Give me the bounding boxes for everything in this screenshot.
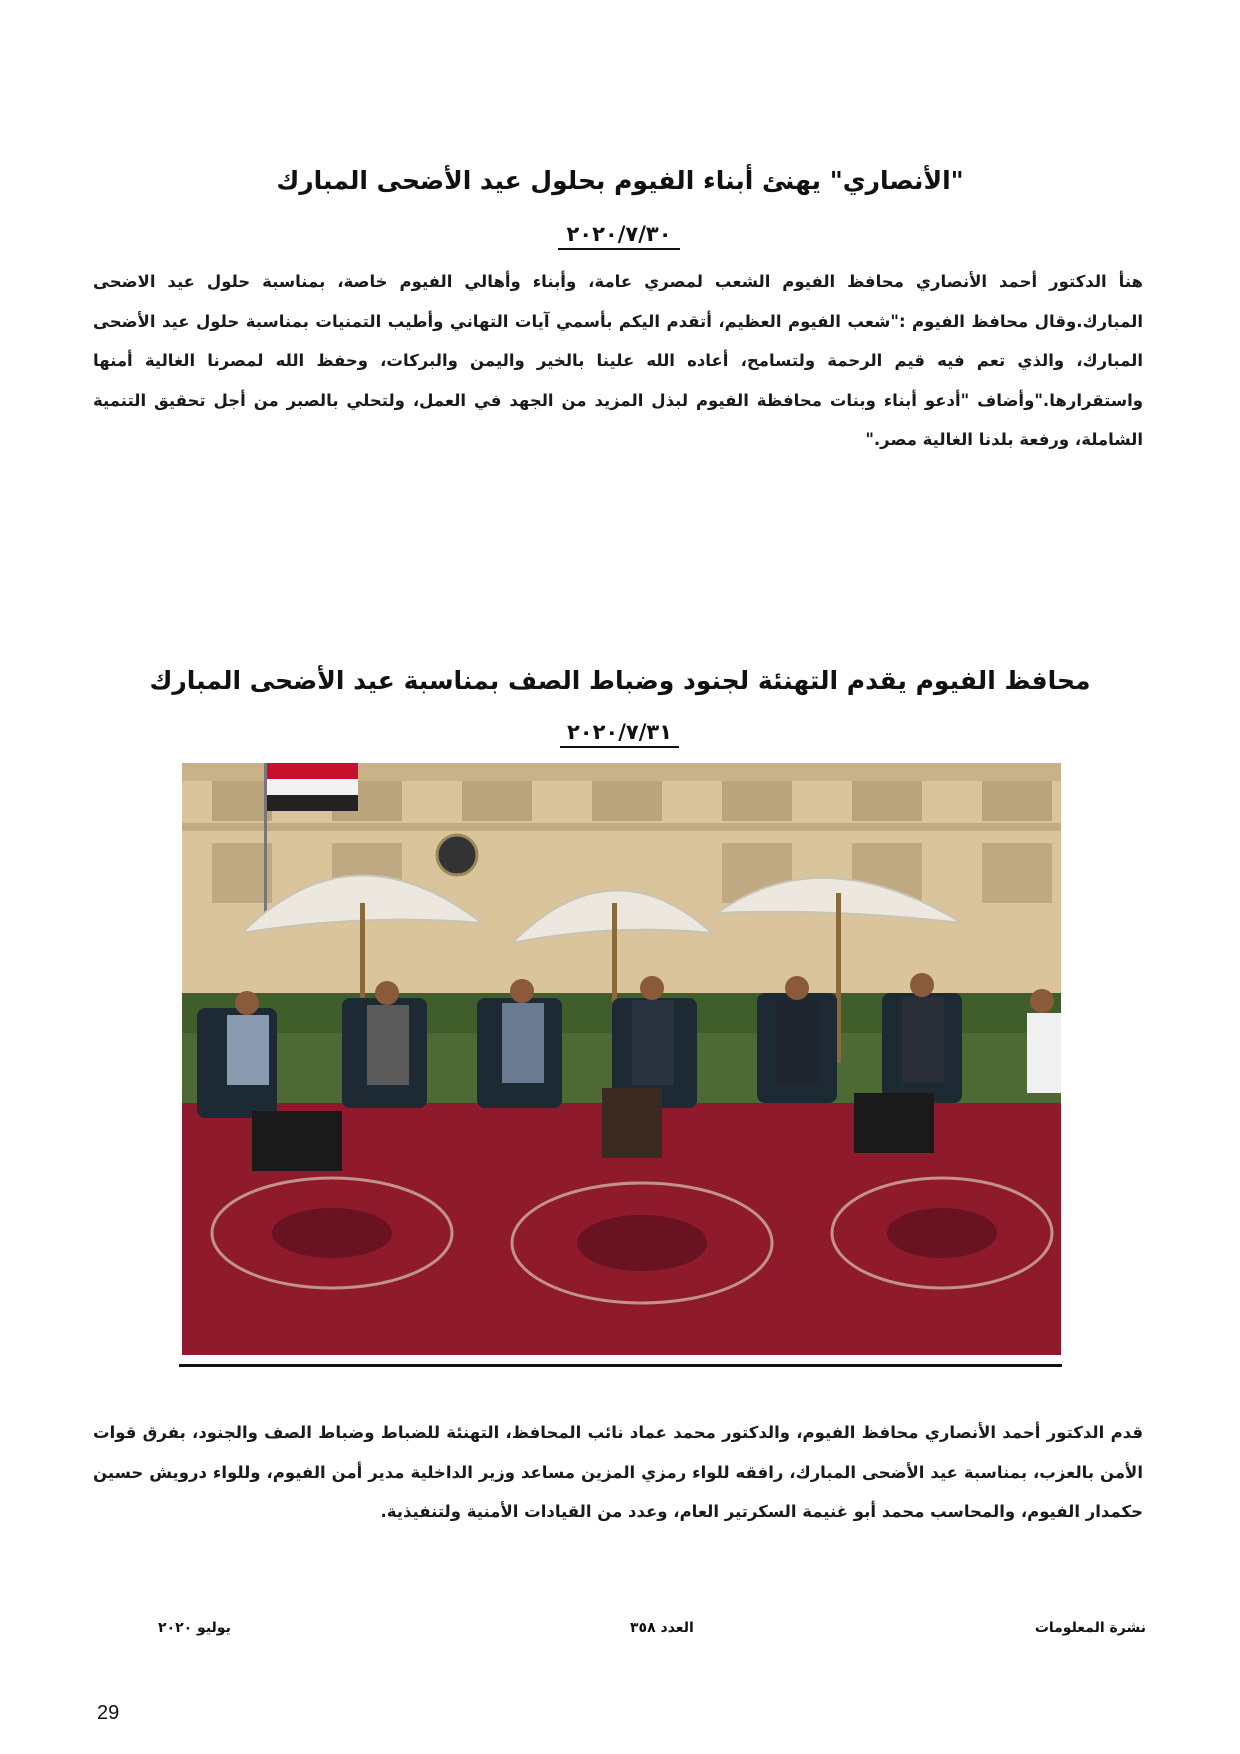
article1-body: هنأ الدكتور أحمد الأنصاري محافظ الفيوم الشعب لمصري عامة، وأبناء وأهالي الفيوم خاصة، بمناسبة حلول عيد الاضحى المبارك.وقال محافظ الفيوم :"شعب الفيوم العظيم، أتقدم اليكم بأسمي آيات التهاني وأطيب التمنيات بمناسبة حلول عيد الأضحى المبارك، والذي تعم فيه قيم الرحمة ولتسامح، أعاده الله علينا بالخير واليمن والبركات، وحفظ الله لمصرنا الغالية أمنها واستقرارها."وأضاف "أدعو أبناء وبنات محافظة الفيوم لبذل المزيد من الجهد في العمل، ولتحلي بالصبر من أجل تحقيق التنمية الشاملة، ورفعة بلدنا الغالية مصر.": [93, 272, 1143, 449]
article1-date: ٢٠٢٠/٧/٣٠: [558, 222, 680, 250]
footer-month: يوليو ٢٠٢٠: [158, 1620, 231, 1636]
article2-body: قدم الدكتور أحمد الأنصاري محافظ الفيوم، والدكتور محمد عماد نائب المحافظ، التهنئة للضباط وضباط الصف والجنود، بفرق قوات الأمن بالعزب، بمناسبة عيد الأضحى المبارك، رافقه للواء رمزي المزين مساعد وزير الداخلية مدير أمن الفيوم، وللواء درويش حسين حكمدار الفيوم، والمحاسب محمد أبو غنيمة السكرتير العام، وعدد من القيادات الأمنية ولتنفيذية.: [93, 1423, 1143, 1521]
article2-title: محافظ الفيوم يقدم التهنئة لجنود وضباط الصف بمناسبة عيد الأضحى المبارك: [149, 666, 1091, 695]
article2-date: ٢٠٢٠/٧/٣١: [560, 720, 679, 748]
footer-issue: العدد ٣٥٨: [630, 1620, 694, 1636]
article1-title: "الأنصاري" يهنئ أبناء الفيوم بحلول عيد الأضحى المبارك: [276, 166, 964, 195]
page-number: 29: [97, 1702, 120, 1724]
footer-publication: نشرة المعلومات: [1034, 1620, 1146, 1636]
event-photo: [182, 763, 1061, 1355]
photo-underline: [179, 1364, 1062, 1367]
